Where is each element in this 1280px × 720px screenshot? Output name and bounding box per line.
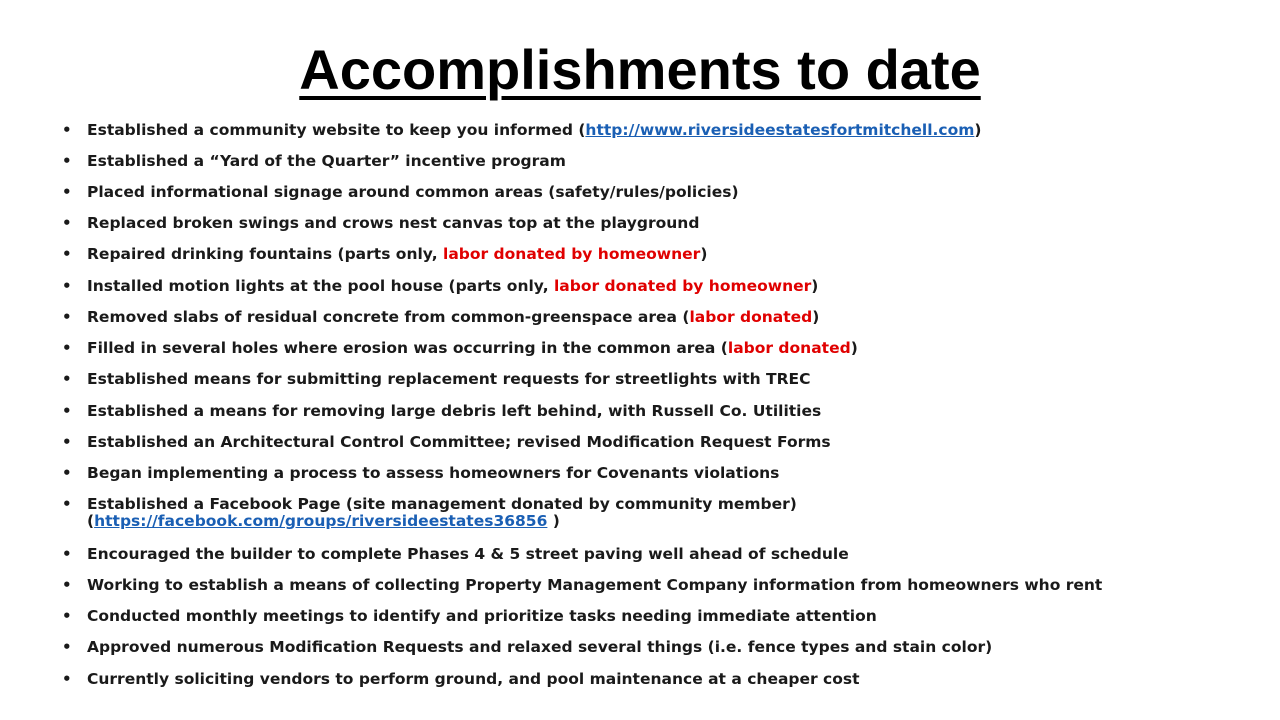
bullet-icon: •: [62, 576, 72, 594]
list-item-text: Established a Facebook Page (site management donated by community member) (https://facebook.com/groups/riversideestates36856 ): [87, 495, 797, 530]
list-item-text: Repaired drinking fountains (parts only, labor donated by homeowner): [87, 245, 708, 263]
list-item-text: Currently soliciting vendors to perform ground, and pool maintenance at a cheaper cost: [87, 670, 860, 688]
list-item-text: Established an Architectural Control Committee; revised Modification Request Forms: [87, 433, 831, 451]
labor-donated-note: labor donated by homeowner: [553, 277, 812, 295]
bullet-icon: •: [62, 152, 72, 170]
list-item-text: Installed motion lights at the pool house (parts only, labor donated by homeowner): [87, 277, 819, 295]
bullet-icon: •: [62, 638, 72, 656]
bullet-icon: •: [62, 670, 72, 688]
list-item-text: Encouraged the builder to complete Phases 4 & 5 street paving well ahead of schedule: [87, 545, 849, 563]
labor-donated-note: labor donated: [727, 339, 851, 357]
bullet-icon: •: [62, 607, 72, 625]
bullet-icon: •: [62, 183, 72, 201]
list-item-text: Established a community website to keep you informed (http://www.riversideestatesfortmitchell.com): [87, 121, 982, 139]
list-item-text: Working to establish a means of collecting Property Management Company information from homeowners who rent: [87, 576, 1103, 594]
bullet-icon: •: [62, 464, 72, 482]
bullet-icon: •: [62, 277, 72, 295]
list-item-text: Filled in several holes where erosion was occurring in the common area (labor donated): [87, 339, 858, 357]
list-item-text: Approved numerous Modification Requests and relaxed several things (i.e. fence types and stain color): [87, 638, 993, 656]
list-item-text: Conducted monthly meetings to identify and prioritize tasks needing immediate attention: [87, 607, 877, 625]
bullet-icon: •: [62, 339, 72, 357]
list-item-text: Established a “Yard of the Quarter” incentive program: [87, 152, 566, 170]
labor-donated-note: labor donated: [689, 308, 813, 326]
facebook-link[interactable]: https://facebook.com/groups/riversideestates36856: [94, 512, 548, 530]
list-item-text: Placed informational signage around common areas (safety/rules/policies): [87, 183, 739, 201]
bullet-icon: •: [62, 433, 72, 451]
labor-donated-note: labor donated by homeowner: [443, 245, 701, 263]
bullet-icon: •: [62, 495, 72, 513]
list-item-text: Replaced broken swings and crows nest canvas top at the playground: [87, 214, 700, 232]
bullet-icon: •: [62, 402, 72, 420]
bullet-icon: •: [62, 214, 72, 232]
bullet-icon: •: [62, 245, 72, 263]
bullet-icon: •: [62, 308, 72, 326]
list-item-text: Removed slabs of residual concrete from common-greenspace area (labor donated): [87, 308, 820, 326]
list-item-text: Established a means for removing large debris left behind, with Russell Co. Utilities: [87, 402, 822, 420]
page-title: Accomplishments to date: [299, 38, 981, 101]
bullet-icon: •: [62, 370, 72, 388]
website-link[interactable]: http://www.riversideestatesfortmitchell.com: [585, 121, 975, 139]
list-item-text: Began implementing a process to assess homeowners for Covenants violations: [87, 464, 780, 482]
bullet-icon: •: [62, 121, 72, 139]
list-item-text: Established means for submitting replacement requests for streetlights with TREC: [87, 370, 811, 388]
bullet-icon: •: [62, 545, 72, 563]
